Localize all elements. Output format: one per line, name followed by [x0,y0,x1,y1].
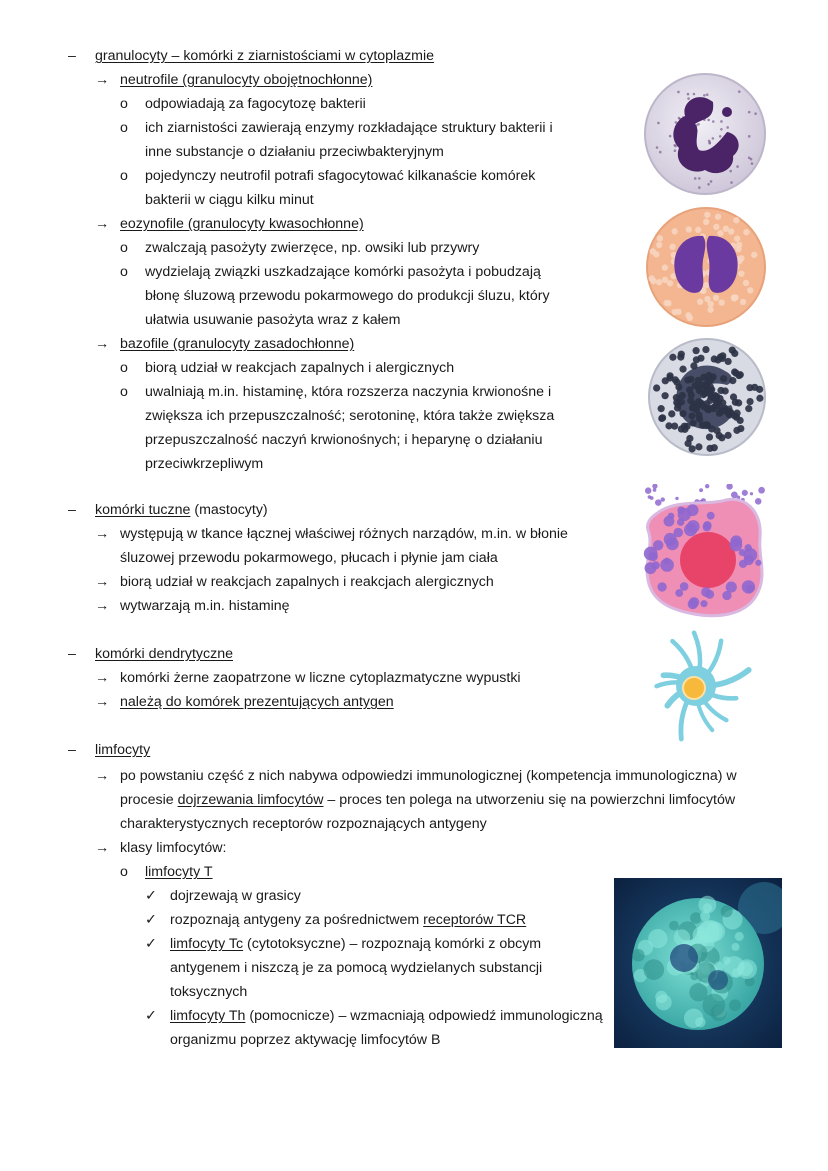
dash-marker: – [68,646,76,662]
list-item: występują w tkance łącznej właściwej różnych narządów, m.in. w błonie [120,526,568,542]
term-limfocyty-th: limfocyty Th [170,1008,246,1024]
list-item [170,1004,603,1028]
list-item-continued: inne substancje o działaniu przeciwbakteryjnym [145,144,444,160]
list-item: należą do komórek prezentujących antygen [120,694,394,710]
dash-marker: – [68,502,76,518]
list-item: odpowiadają za fagocytozę bakterii [145,96,366,112]
text-span: (pomocnicze) – wzmacniają odpowiedź immunologiczną [245,1008,603,1024]
list-item [170,908,526,932]
bullet-marker: o [120,96,128,112]
list-item: po powstaniu część z nich nabywa odpowiedzi immunologicznej (kompetencja immunologiczna) w [120,768,737,784]
heading-bazofile: bazofile (granulocyty zasadochłonne) [120,336,355,352]
arrow-marker: → [95,840,110,856]
term-dojrzewanie: dojrzewania limfocytów [177,792,324,808]
list-item-continued: przeciwkrzepliwym [145,456,264,472]
term-limfocyty-tc: limfocyty Tc [170,936,244,952]
term-receptory-tcr: receptorów TCR [423,912,527,928]
dendritic-cell-illustration [636,624,758,746]
arrow-marker: → [95,768,110,784]
text-span: rozpoznają antygeny za pośrednictwem [170,912,424,928]
list-item: klasy limfocytów: [120,840,227,856]
t-lymphocyte-photo [614,878,782,1048]
list-item: pojedynczy neutrofil potrafi sfagocytować kilkanaście komórek [145,168,536,184]
dash-marker: – [68,48,76,64]
list-item-continued: śluzowej przewodu pokarmowego, płucach i płynie jam ciała [120,550,498,566]
list-item-continued: błonę śluzową przewodu pokarmowego do produkcji śluzu, który [145,288,550,304]
list-item-continued: zwiększa ich przepuszczalność; serotoninę, która także zwiększa [145,408,555,424]
neutrophil-illustration [643,72,767,196]
bullet-marker: o [120,120,128,136]
arrow-marker: → [95,670,110,686]
bullet-marker: o [120,384,128,400]
list-item: wytwarzają m.in. histaminę [120,598,290,614]
list-item-continued: charakterystycznych receptorów rozpoznających antygeny [120,816,487,832]
heading-neutrofile: neutrofile (granulocyty obojętnochłonne) [120,72,373,88]
list-item [170,932,541,956]
bullet-marker: o [120,264,128,280]
list-item-continued: bakterii w ciągu kilku minut [145,192,314,208]
eosinophil-illustration [645,206,767,328]
list-item: dojrzewają w grasicy [170,888,301,904]
term-komorki-tuczne: komórki tuczne [95,502,191,518]
list-item: komórki żerne zaopatrzone w liczne cytoplazmatyczne wypustki [120,670,521,686]
list-item-continued [120,788,735,812]
heading-eozynofile: eozynofile (granulocyty kwasochłonne) [120,216,364,232]
check-marker: ✓ [145,1008,157,1024]
arrow-marker: → [95,598,110,614]
check-marker: ✓ [145,912,157,928]
bullet-marker: o [120,864,128,880]
bullet-marker: o [120,360,128,376]
section-title-mast-cells [95,498,268,522]
text-span: – proces ten polega na utworzeniu się na powierzchni limfocytów [323,792,736,808]
list-item-continued: ułatwia usuwanie pasożyta wraz z kałem [145,312,401,328]
mast-cell-illustration [636,484,772,624]
arrow-marker: → [95,336,110,352]
basophil-illustration [647,337,767,457]
list-item-continued: przepuszczalność naczyń krwionośnych; i heparynę o działaniu [145,432,543,448]
dash-marker: – [68,742,76,758]
arrow-marker: → [95,574,110,590]
section-title-dendritic: komórki dendrytyczne [95,646,233,662]
arrow-marker: → [95,694,110,710]
term-granulocyty: granulocyty [95,48,168,64]
list-item-continued: antygenem i niszczą je za pomocą wydzielanych substancji [170,960,543,976]
list-item: ich ziarnistości zawierają enzymy rozkładające struktury bakterii i [145,120,553,136]
list-item-continued: organizmu poprzez aktywację limfocytów B [170,1032,441,1048]
arrow-marker: → [95,526,110,542]
bullet-marker: o [120,168,128,184]
arrow-marker: → [95,72,110,88]
text-span: procesie [120,792,178,808]
section-title-lymphocytes: limfocyty [95,742,151,758]
list-item: biorą udział w reakcjach zapalnych i alergicznych [145,360,455,376]
check-marker: ✓ [145,936,157,952]
list-item: biorą udział w reakcjach zapalnych i reakcjach alergicznych [120,574,494,590]
text-span: (cytotoksyczne) – rozpoznają komórki z obcym [243,936,542,952]
bullet-marker: o [120,240,128,256]
list-item: uwalniają m.in. histaminę, która rozszerza naczynia krwionośne i [145,384,552,400]
check-marker: ✓ [145,888,157,904]
list-item: wydzielają związki uszkadzające komórki pasożyta i pobudzają [145,264,541,280]
definition-text: – komórki z ziarnistościami w cytoplazmie [167,48,435,64]
heading-limfocyty-t: limfocyty T [145,864,213,880]
term-alias: (mastocyty) [190,502,268,518]
section-title-granulocytes [95,44,434,68]
list-item-continued: toksycznych [170,984,248,1000]
list-item: zwalczają pasożyty zwierzęce, np. owsiki lub przywry [145,240,480,256]
arrow-marker: → [95,216,110,232]
